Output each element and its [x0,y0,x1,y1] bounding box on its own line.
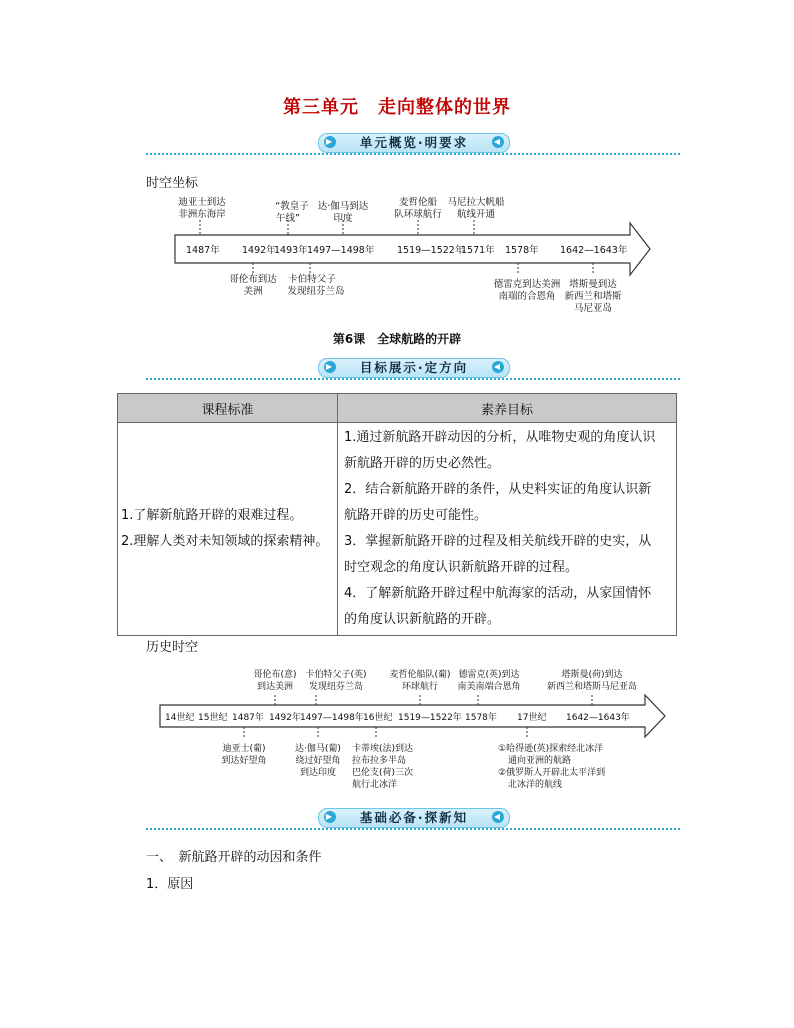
arrow-left-icon: ◀ [493,362,503,371]
event-label: 麦哲伦船队(葡) [389,670,451,680]
event-label: 环球航行 [401,682,439,692]
event-label: 达·伽马(葡) [295,744,341,754]
event-label: 新西兰和塔斯马尼亚岛 [546,682,638,692]
event-label: 卡蒂埃(法)到达 [352,744,414,754]
event-label: 卡伯特父子(英) [305,670,367,680]
goal-line: 3．掌握新航路开辟的过程及相关航线开辟的史实，从 [344,534,652,549]
tick-label: 1497—1498年 [307,245,375,256]
goal-line: 航路开辟的历史可能性。 [344,508,488,523]
event-label: 航线开通 [456,209,496,220]
tick-label: 1642—1643年 [566,713,630,723]
event-label: 巴伦支(荷)三次 [352,768,414,778]
event-label: 航行北冰洋 [352,780,398,790]
tick-label: 14世纪 [165,713,195,723]
event-label: 德雷克到达美洲 [493,279,561,290]
standard-item: 2.理解人类对未知领域的探索精神。 [121,534,329,549]
goal-line: 新航路开辟的历史必然性。 [344,456,501,471]
event-label: 队环球航行 [394,209,442,220]
basics-banner-label: 基础必备·探新知 [359,810,469,825]
event-label: 北冰洋的航线 [508,780,563,790]
tick-label: 1493年 [274,245,308,256]
standards-cell [118,423,338,636]
subsection-heading: 1．原因 [146,877,194,892]
event-label: 南美南端合恩角 [457,682,521,692]
event-label: 新西兰和塔斯 [564,291,622,302]
event-label: 到达印度 [299,768,337,778]
tick-label: 15世纪 [198,713,228,723]
tick-label: 1497—1498年 [300,713,364,723]
timeline2-label: 历史时空 [146,640,199,655]
event-label: “教皇子 [275,201,309,212]
tick-label: 1642—1643年 [560,245,628,256]
dotted-divider [146,828,680,830]
goal-line: 4．了解新航路开辟过程中航海家的活动，从家国情怀 [344,586,652,601]
tick-label: 1519—1522年 [397,245,465,256]
event-label: ①哈得逊(英)探索经北冰洋 [498,744,604,754]
dotted-divider [146,378,680,380]
tick-label: 1492年 [242,245,276,256]
arrow-right-icon: ▶ [325,812,335,821]
event-label: 哥伦布(意) [253,670,297,680]
goals-cell [338,423,677,636]
tick-label: 17世纪 [517,713,547,723]
event-label: 到达美洲 [256,682,294,692]
dotted-divider [146,153,680,155]
goal-line: 2．结合新航路开辟的条件，从史料实证的角度认识新 [344,482,652,497]
event-label: 麦哲伦船 [398,197,438,208]
event-label: 绕过好望角 [295,756,341,766]
arrow-right-icon: ▶ [325,137,335,146]
tick-label: 1492年 [269,713,301,723]
event-label: ②俄罗斯人开辟北太平洋到 [498,768,606,778]
event-label: 马尼拉大帆船 [447,197,505,208]
event-label: 哥伦布到达 [229,274,277,285]
standard-item: 1.了解新航路开辟的艰难过程。 [121,508,303,523]
event-label: 马尼亚岛 [573,303,613,314]
tick-label: 1519—1522年 [398,713,462,723]
arrow-right-icon: ▶ [325,362,335,371]
tick-label: 1571年 [461,245,495,256]
tick-label: 1487年 [232,713,264,723]
table-header: 课程标准 [118,394,338,423]
event-label: 午线” [276,213,300,224]
event-label: 印度 [333,213,353,224]
goal-line: 的角度认识新航路的开辟。 [344,612,501,627]
event-label: 拉布拉多半岛 [352,756,407,766]
event-label: 达·伽马到达 [317,201,369,212]
event-label: 美洲 [243,286,263,297]
goals-banner-label: 目标展示·定方向 [359,360,469,375]
event-label: 非洲东海岸 [178,209,226,220]
timeline1-label: 时空坐标 [146,176,199,191]
timeline2 [0,655,794,790]
event-label: 塔斯曼(荷)到达 [561,670,623,680]
event-label: 通向亚洲的航路 [508,756,572,766]
event-label: 塔斯曼到达 [569,279,617,290]
arrow-left-icon: ◀ [493,137,503,146]
event-label: 南端的合恩角 [498,291,556,302]
event-label: 发现纽芬兰岛 [287,286,345,297]
event-label: 卡伯特父子 [288,274,336,285]
tick-label: 1578年 [465,713,497,723]
event-label: 迪亚士到达 [178,197,226,208]
overview-banner-label: 单元概览·明要求 [359,135,469,150]
tick-label: 1487年 [186,245,220,256]
arrow-left-icon: ◀ [493,812,503,821]
event-label: 德雷克(英)到达 [458,670,520,680]
timeline1 [0,190,794,320]
basics-banner [146,808,680,832]
event-label: 到达好望角 [221,756,267,766]
goals-table [117,393,677,636]
unit-title: 第三单元 走向整体的世界 [283,97,511,118]
goals-banner [146,358,680,382]
tick-label: 16世纪 [363,713,393,723]
section-heading: 一、 新航路开辟的动因和条件 [146,850,322,865]
tick-label: 1578年 [505,245,539,256]
event-label: 迪亚士(葡) [222,744,266,754]
overview-banner [146,133,680,157]
lesson-title: 第6课 全球航路的开辟 [332,332,462,346]
goal-line: 时空观念的角度认识新航路开辟的过程。 [344,560,579,575]
table-header: 素养目标 [338,394,677,423]
event-label: 发现纽芬兰岛 [308,682,364,692]
goal-line: 1.通过新航路开辟动因的分析，从唯物史观的角度认识 [344,430,656,445]
